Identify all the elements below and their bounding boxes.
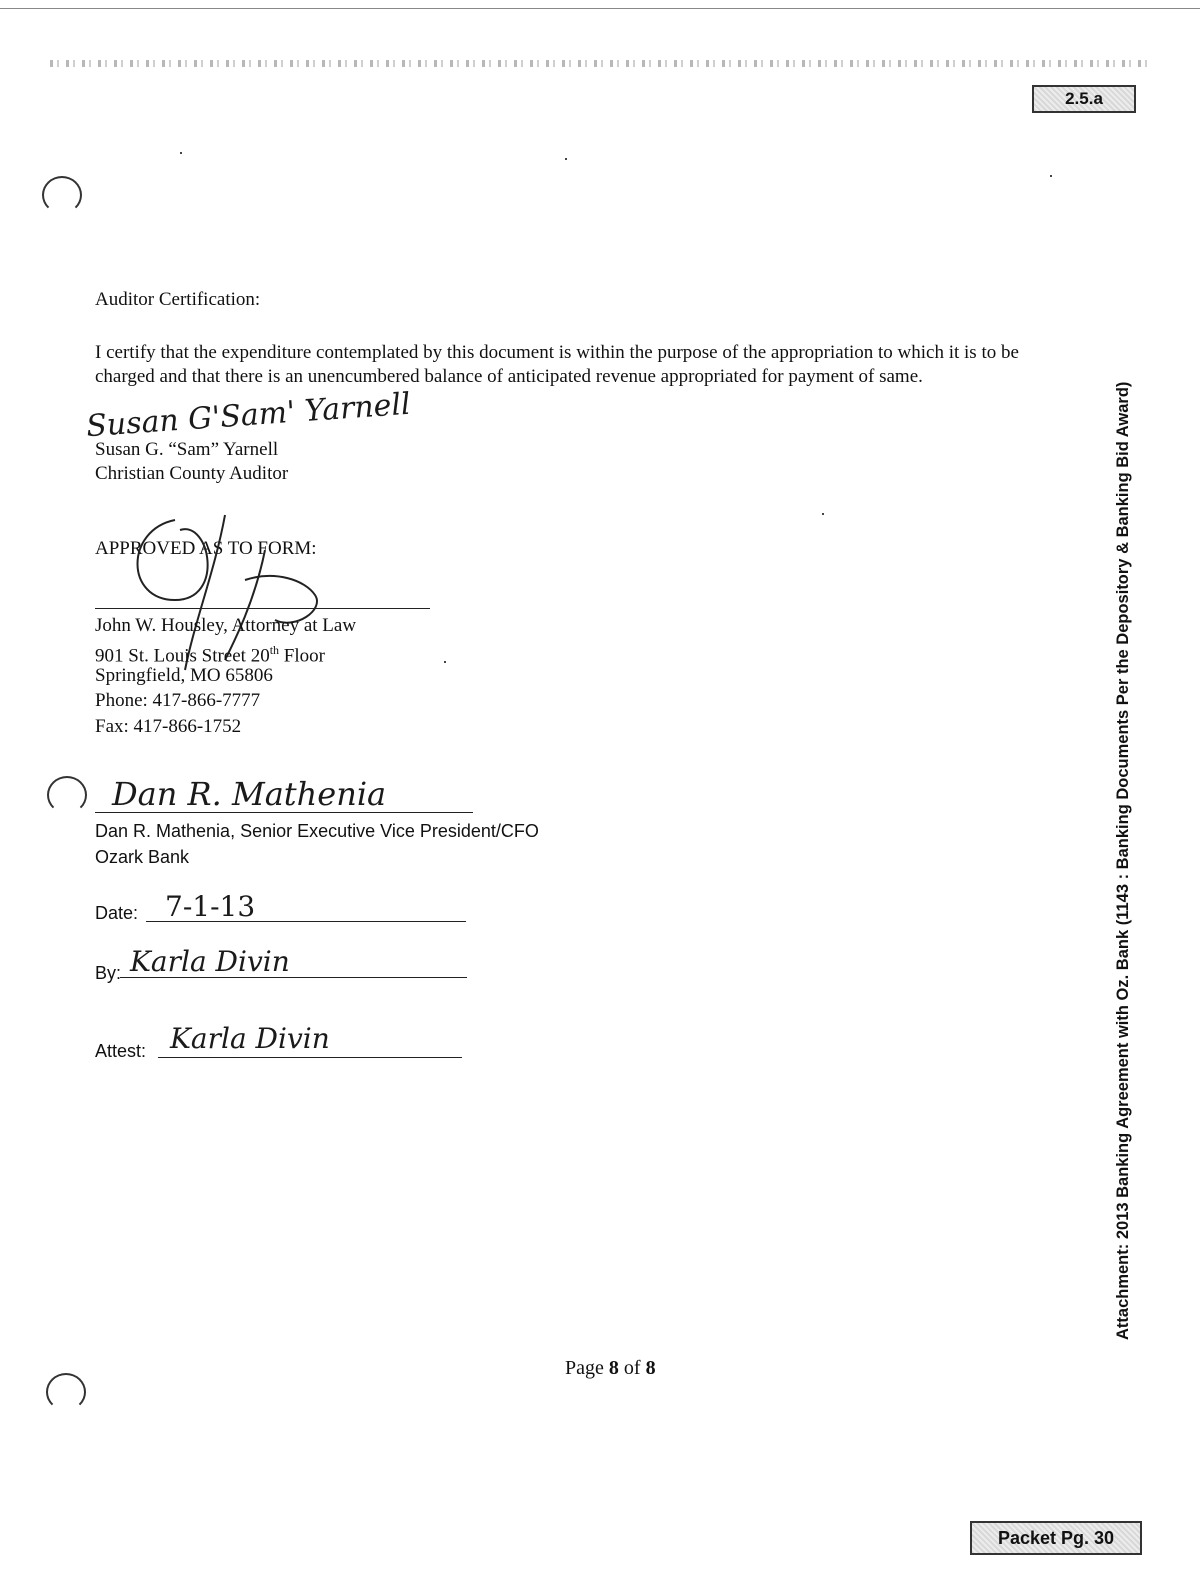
attest-line bbox=[158, 1057, 462, 1058]
speck bbox=[444, 661, 446, 663]
auditor-title: Christian County Auditor bbox=[95, 463, 289, 484]
address-floor: Floor bbox=[279, 645, 325, 667]
bank-name: Ozark Bank bbox=[95, 847, 190, 867]
page-number bbox=[565, 1356, 656, 1381]
binder-hole-bottom bbox=[46, 1373, 86, 1411]
speck bbox=[822, 513, 824, 515]
page-total: 8 bbox=[645, 1357, 656, 1379]
attorney-signature-line bbox=[95, 608, 430, 609]
auditor-statement-line2: charged and that there is an unencumbered balance of anticipated revenue appropriated for payment of same. bbox=[95, 366, 923, 387]
scan-top-edge bbox=[0, 8, 1200, 9]
attorney-fax: Fax: 417-866-1752 bbox=[95, 716, 242, 737]
bank-signature: Dan R. Mathenia bbox=[112, 775, 387, 813]
speck bbox=[565, 158, 567, 160]
page-of: of bbox=[618, 1357, 646, 1379]
approval-heading: APPROVED AS TO FORM: bbox=[95, 538, 317, 559]
by-value: Karla Divin bbox=[130, 945, 290, 978]
packet-page-badge: Packet Pg. 30 bbox=[970, 1521, 1142, 1555]
address-street: 901 St. Louis Street 20 bbox=[95, 645, 270, 667]
attest-label: Attest: bbox=[95, 1041, 147, 1061]
date-label: Date: bbox=[95, 903, 139, 923]
attachment-sidebar-text: Attachment: 2013 Banking Agreement with Oz. Bank (1143 : Banking Documents Per the Depository & Banking Bid Award) bbox=[1114, 381, 1132, 1340]
page-current: 8 bbox=[608, 1357, 619, 1379]
attorney-name: John W. Housley, Attorney at Law bbox=[95, 615, 357, 636]
by-label: By: bbox=[95, 963, 122, 983]
bank-signature-line bbox=[95, 812, 473, 813]
speck bbox=[180, 152, 182, 154]
page-prefix: Page bbox=[565, 1357, 609, 1379]
address-sup: th bbox=[269, 643, 280, 657]
auditor-heading: Auditor Certification: bbox=[95, 289, 261, 310]
attest-value: Karla Divin bbox=[170, 1022, 330, 1055]
binder-hole-middle bbox=[47, 776, 87, 814]
auditor-statement-line1: I certify that the expenditure contemplated by this document is within the purpose of the appropriation to which it is to be bbox=[95, 342, 1019, 363]
by-line bbox=[120, 977, 467, 978]
auditor-name: Susan G. “Sam” Yarnell bbox=[95, 439, 279, 460]
speck bbox=[1050, 175, 1052, 177]
date-value: 7-1-13 bbox=[165, 890, 256, 923]
auditor-signature: Susan G'Sam' Yarnell bbox=[85, 386, 412, 445]
attorney-phone: Phone: 417-866-7777 bbox=[95, 690, 261, 711]
attorney-city: Springfield, MO 65806 bbox=[95, 665, 273, 686]
date-line bbox=[146, 921, 466, 922]
bank-officer: Dan R. Mathenia, Senior Executive Vice President/CFO bbox=[95, 821, 539, 841]
binder-hole-top bbox=[42, 176, 82, 214]
attachment-badge: 2.5.a bbox=[1032, 85, 1136, 113]
scan-noise-strip bbox=[50, 60, 1150, 67]
